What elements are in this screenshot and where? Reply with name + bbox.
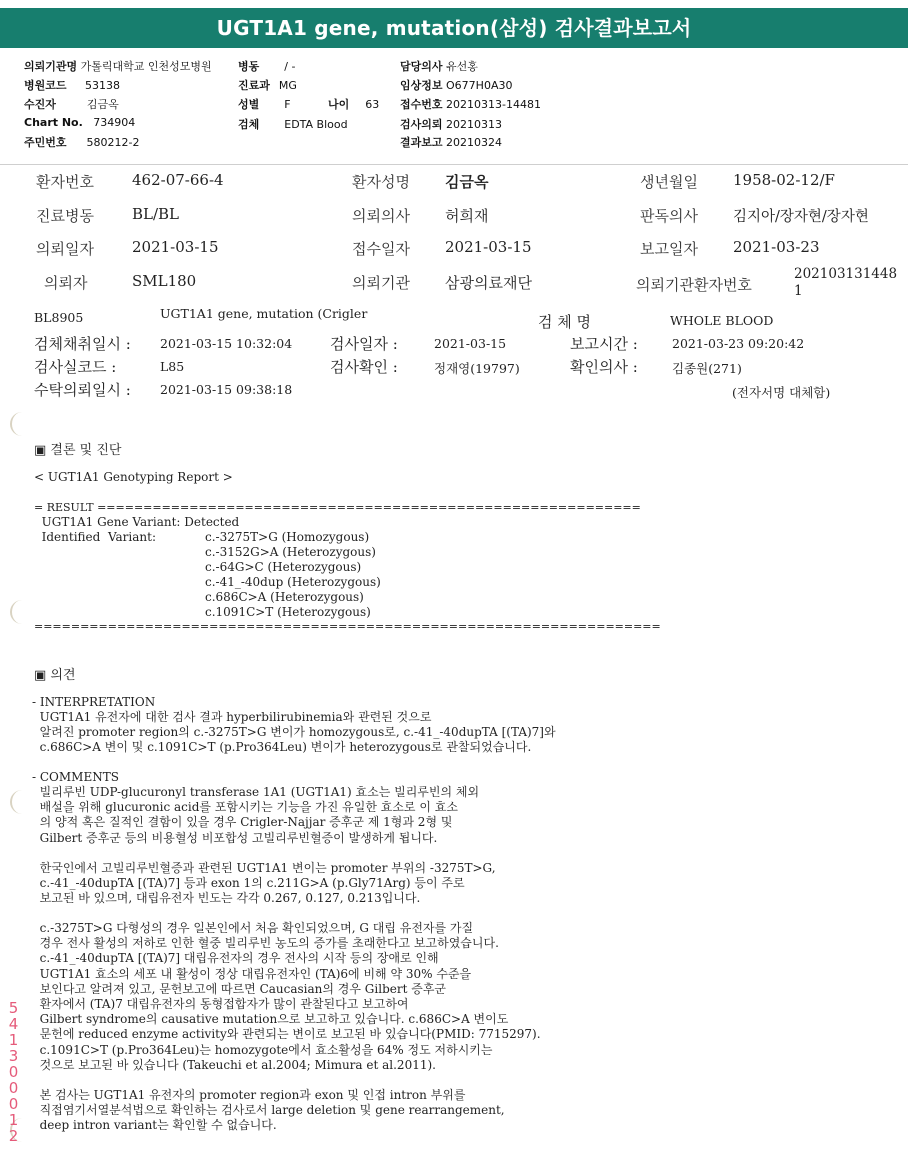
grid-label: 판독의사 (640, 207, 698, 225)
ordering-doctor: 허희재 (445, 207, 489, 225)
receipt-date: 2021-03-15 (445, 238, 532, 256)
reporttime-value: 2021-03-23 09:20:42 (672, 336, 805, 351)
collect-label: 검체채취일시 : (34, 335, 131, 353)
header-right-3: 검사의뢰 20210313 (400, 118, 503, 131)
requesting-institution: 삼광의료재단 (445, 274, 532, 292)
header-right-1: 임상정보 O677H0A30 (400, 79, 513, 92)
comments-paragraph-1: 빌리루빈 UDP-glucuronyl transferase 1A1 (UGT1A1) 효소는 빌리루빈의 체외 배설을 위해 glucuronic acid를 포함시키는 기능을 가진 유일한 효소로 이 효소 의 양적 혹은 질적인 결함이 있을 경우 Crigler-Najjar 증후군 제 1형과 2형 및 Gilbert 증후군 등의 비용혈성 비포합성 고빌리루빈혈증이 발생하게 됩니다. (39, 785, 480, 845)
grid-label: 의뢰일자 (36, 240, 94, 258)
grid-label: 생년월일 (640, 173, 698, 191)
header-mid-0: 병동 / - (238, 60, 296, 73)
patient-name: 김금옥 (445, 173, 489, 191)
header-right-0: 담당의사 유선홍 (400, 60, 478, 73)
patient-number: 462-07-66-4 (132, 171, 224, 189)
birth-date: 1958-02-12/F (733, 171, 835, 189)
header-right-2: 접수번호 20210313-14481 (400, 98, 541, 111)
variant-item: c.-3152G>A (Heterozygous) (205, 545, 376, 559)
header-mid-1: 진료과 MG (238, 79, 297, 92)
reporttime-label: 보고시간 : (570, 335, 638, 353)
grid-label: 의뢰기관환자번호 (636, 276, 752, 294)
genotyping-title: < UGT1A1 Genotyping Report > (34, 470, 233, 484)
doctor-label: 확인의사 : (570, 358, 638, 376)
header-divider (0, 164, 908, 165)
binder-mark (10, 790, 26, 814)
header-left-1: 병원코드 53138 (24, 79, 121, 92)
institution-patient-number: 202103131448 (794, 266, 898, 282)
variant-item: c.-41_-40dup (Heterozygous) (205, 575, 381, 589)
result-footer: ==================================================================== (34, 620, 661, 633)
header-left-3: Chart No. 734904 (24, 116, 136, 129)
grid-label: 환자번호 (36, 173, 94, 191)
variant-item: c.686C>A (Heterozygous) (205, 590, 364, 604)
variant-item: c.-64G>C (Heterozygous) (205, 560, 362, 574)
comments-paragraph-4: 본 검사는 UGT1A1 유전자의 promoter region과 exon 및 인접 intron 부위를 직접염기서열분석법으로 확인하는 검사로서 large deletion 및 gene rearrangement, deep intron variant는 확인할 수 없습니다. (39, 1088, 505, 1133)
binder-mark (10, 412, 26, 436)
section-opinion-heading: ▣ 의견 (34, 668, 76, 683)
variant-item: c.-3275T>G (Homozygous) (205, 530, 370, 544)
report-title: UGT1A1 gene, mutation(삼성) 검사결과보고서 (216, 16, 692, 40)
grid-label: 진료병동 (36, 207, 94, 225)
requester: SML180 (132, 272, 197, 290)
collect-value: 2021-03-15 10:32:04 (160, 336, 293, 351)
esign-note: (전자서명 대체함) (732, 385, 831, 400)
test-name: UGT1A1 gene, mutation (Crigler (160, 306, 368, 321)
grid-label: 환자성명 (352, 173, 410, 191)
institution-patient-number-cont: 1 (794, 283, 803, 299)
grid-label: 보고일자 (640, 240, 698, 258)
report-title-banner (0, 8, 908, 48)
specimen-label: 검 체 명 (538, 313, 592, 331)
test-code: BL8905 (34, 310, 84, 325)
variant-item: c.1091C>T (Heterozygous) (205, 605, 371, 619)
grid-label: 의뢰기관 (352, 274, 410, 292)
specimen-value: WHOLE BLOOD (670, 313, 774, 328)
interpretation-text: UGT1A1 유전자에 대한 검사 결과 hyperbilirubinemia와 관련된 것으로 알려진 promoter region의 c.-3275T>G 변이가 homozygous로, c.-41_-40dupTA [(TA)7]와 c.686C>A 변이 및 c.1091C>T (p.Pro364Leu) 변이가 heterozygous로 관찰되었습니다. (39, 710, 556, 755)
header-mid-3: 검체 EDTA Blood (238, 118, 348, 131)
consign-label: 수탁의뢰일시 : (34, 381, 131, 399)
comments-title: - COMMENTS (32, 770, 119, 784)
gene-variant: UGT1A1 Gene Variant: Detected (34, 515, 240, 529)
header-age: 나이 63 (328, 98, 380, 111)
confirm-value: 정재영(19797) (434, 361, 520, 376)
result-header: = RESULT =========================================================== (34, 501, 641, 514)
testdate-label: 검사일자 : (330, 335, 398, 353)
consign-value: 2021-03-15 09:38:18 (160, 382, 293, 397)
labcode-value: L85 (160, 359, 185, 374)
section-result-heading: ▣ 결론 및 진단 (34, 443, 122, 458)
reading-doctors: 김지아/장자현/장자현 (733, 209, 869, 225)
doctor-value: 김종원(271) (672, 361, 742, 376)
header-right-4: 결과보고 20210324 (400, 136, 503, 149)
header-left-2: 수진자 김금옥 (24, 98, 119, 111)
order-date: 2021-03-15 (132, 238, 219, 256)
labcode-label: 검사실코드 : (34, 358, 117, 376)
comments-paragraph-2: 한국인에서 고빌리루빈혈증과 관련된 UGT1A1 변이는 promoter 부위의 -3275T>G, c.-41_-40dupTA [(TA)7] 등과 exon 1의 c.211G>A (p.Gly71Arg) 등이 주로 보고된 바 있으며, 대립유전자 빈도는 각각 0.267, 0.127, 0.213입니다. (39, 861, 496, 906)
header-mid-2: 성별 F (238, 98, 291, 111)
ward: BL/BL (132, 205, 180, 223)
identified-label: Identified Variant: (34, 530, 156, 544)
header-left-0: 의뢰기관명 가톨릭대학교 인천성모병원 (24, 60, 212, 73)
report-date: 2021-03-23 (733, 238, 820, 256)
testdate-value: 2021-03-15 (434, 336, 507, 351)
confirm-label: 검사확인 : (330, 358, 398, 376)
header-left-4: 주민번호 580212-2 (24, 136, 140, 149)
grid-label: 의뢰의사 (352, 207, 410, 225)
interpretation-title: - INTERPRETATION (32, 695, 156, 709)
grid-label: 의뢰자 (44, 274, 88, 292)
binder-mark (10, 600, 26, 624)
side-stamp-number: 541300012 (8, 999, 20, 1145)
comments-paragraph-3: c.-3275T>G 다형성의 경우 일본인에서 처음 확인되었으며, G 대립 유전자를 가질 경우 전사 활성의 저하로 인한 혈중 빌리루빈 농도의 증가를 초래한다고 보고하였습니다. c.-41_-40dupTA [(TA)7] 대립유전자의 경우 전사의 시작 등의 장애로 인해 UGT1A1 효소의 세포 내 활성이 정상 대립유전자인 (TA)6에 비해 약 30% 수준을 보인다고 알려져 있고, 문헌보고에 따르면 Caucasian의 경우 Gilbert 증후군 환자에서 (TA)7 대립유전자의 동형접합자가 많이 관찰된다고 보고하여 Gilbert syndrome의 causative mutation으로 보고하고 있습니다. c.686C>A 변이도 문헌에 reduced enzyme activity와 관련되는 변이로 보고된 바 있습니다(PMID: 7715297). c.1091C>T (p.Pro364Leu)는 homozygote에서 효소활성을 64% 정도 저하시키는 것으로 보고된 바 있습니다 (Takeuchi et al.2004; Mimura et al.2011). (39, 921, 541, 1072)
grid-label: 접수일자 (352, 240, 410, 258)
